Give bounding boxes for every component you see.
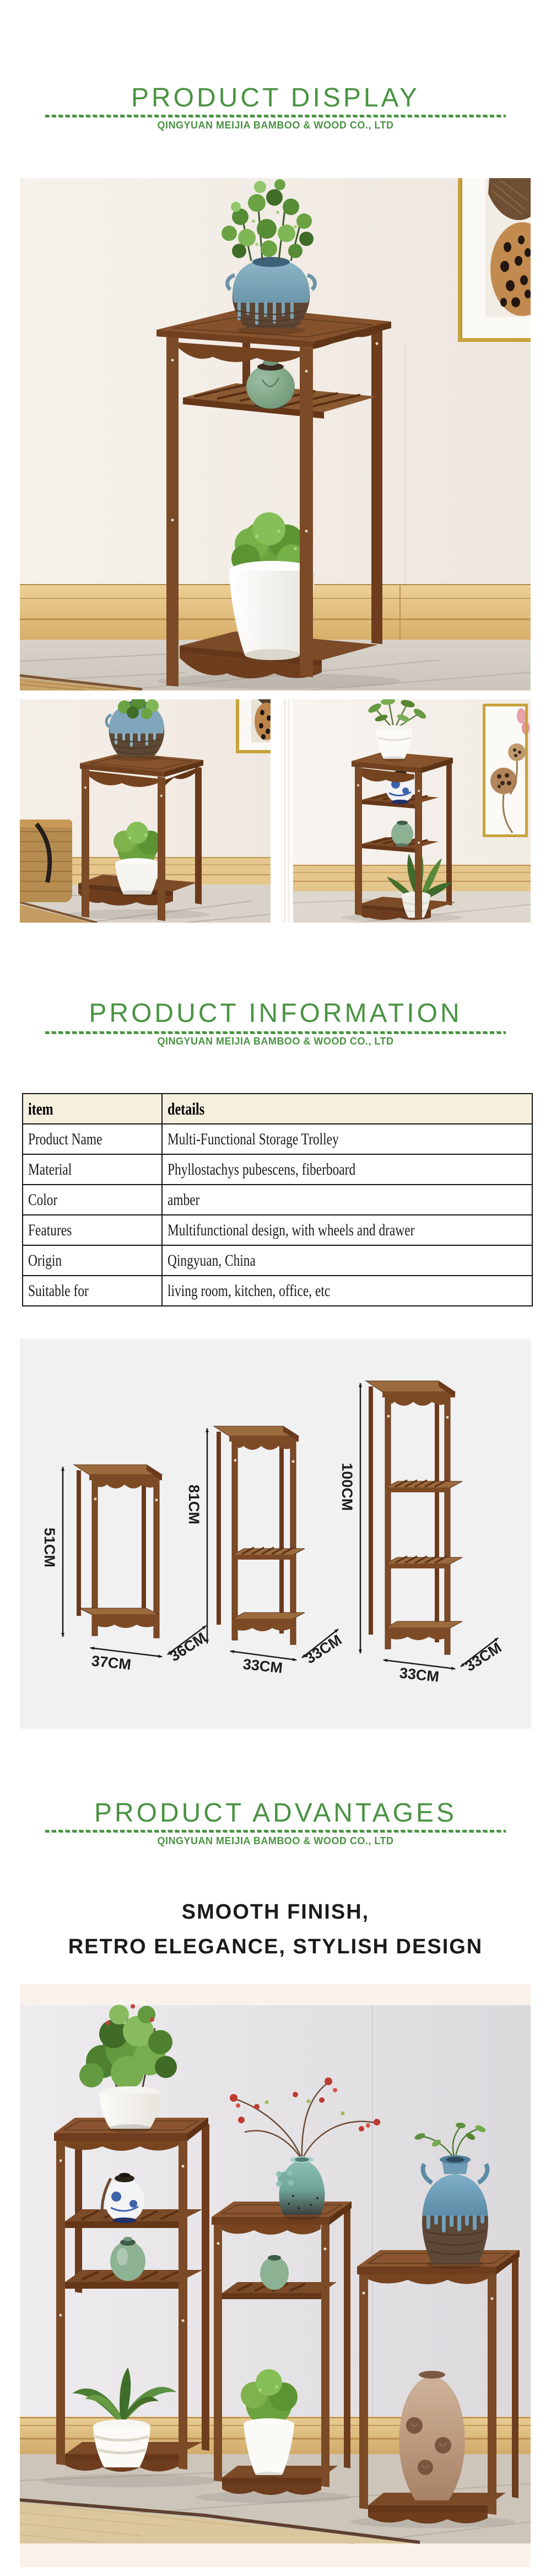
dashed-divider-information bbox=[45, 1031, 506, 1034]
product-info-table bbox=[22, 1093, 533, 1306]
slogan-line-1: SMOOTH FINISH, bbox=[181, 1900, 370, 1924]
framed-artwork bbox=[483, 704, 530, 837]
dim-width-2: 33CM bbox=[242, 1656, 284, 1677]
dimensions-panel bbox=[20, 1339, 531, 1729]
photo-detail-tall-stand bbox=[281, 699, 531, 923]
dim-width-1: 37CM bbox=[90, 1652, 132, 1673]
stand-51cm bbox=[74, 1465, 162, 1638]
photo-three-stands bbox=[20, 1984, 531, 2567]
dashed-divider-display bbox=[45, 115, 506, 117]
section-title-display: PRODUCT DISPLAY bbox=[131, 83, 420, 113]
table-row: Product Name Multi-Functional Storage Trolley bbox=[23, 1124, 532, 1154]
table-row: Origin Qingyuan, China bbox=[23, 1245, 532, 1276]
dim-depth-2: 33CM bbox=[302, 1631, 345, 1667]
stand-100cm bbox=[366, 1381, 462, 1654]
dim-width-3: 33CM bbox=[398, 1664, 440, 1685]
dim-height-2: 81CM bbox=[185, 1484, 202, 1525]
framed-artwork bbox=[236, 699, 271, 753]
framed-artwork bbox=[458, 178, 531, 342]
dimensions-diagram bbox=[20, 1339, 531, 1729]
dim-height-3: 100CM bbox=[338, 1463, 355, 1511]
table-row: Color amber bbox=[23, 1185, 532, 1215]
curtain bbox=[281, 699, 293, 923]
skirting-board bbox=[281, 865, 531, 891]
section-title-information: PRODUCT INFORMATION bbox=[89, 999, 462, 1028]
header-details: details bbox=[162, 1094, 532, 1124]
dim-height-1: 51CM bbox=[41, 1527, 58, 1568]
slogan-line-2: RETRO ELEGANCE, STYLISH DESIGN bbox=[68, 1935, 483, 1958]
section-subtitle-display: QINGYUAN MEIJIA BAMBOO & WOOD CO., LTD bbox=[157, 120, 394, 131]
section-subtitle-information: QINGYUAN MEIJIA BAMBOO & WOOD CO., LTD bbox=[157, 1036, 394, 1047]
stand-81cm bbox=[214, 1426, 305, 1645]
dim-depth-1: 36CM bbox=[166, 1629, 209, 1665]
photo-detail-short-stand bbox=[20, 699, 271, 923]
dim-depth-3: 33CM bbox=[462, 1639, 505, 1675]
section-title-advantages: PRODUCT ADVANTAGES bbox=[94, 1798, 457, 1828]
dashed-divider-advantages bbox=[45, 1830, 506, 1833]
photo-main-plant-stand bbox=[20, 178, 531, 690]
header-item: item bbox=[23, 1094, 162, 1124]
rattan-basket bbox=[20, 820, 72, 902]
table-row: Features Multifunctional design, with wheels and drawer bbox=[23, 1215, 532, 1245]
table-header-row bbox=[23, 1094, 532, 1124]
table-row: Material Phyllostachys pubescens, fiberboard bbox=[23, 1154, 532, 1185]
section-subtitle-advantages: QINGYUAN MEIJIA BAMBOO & WOOD CO., LTD bbox=[157, 1835, 394, 1846]
table-row: Suitable for living room, kitchen, office, etc bbox=[23, 1276, 532, 1306]
